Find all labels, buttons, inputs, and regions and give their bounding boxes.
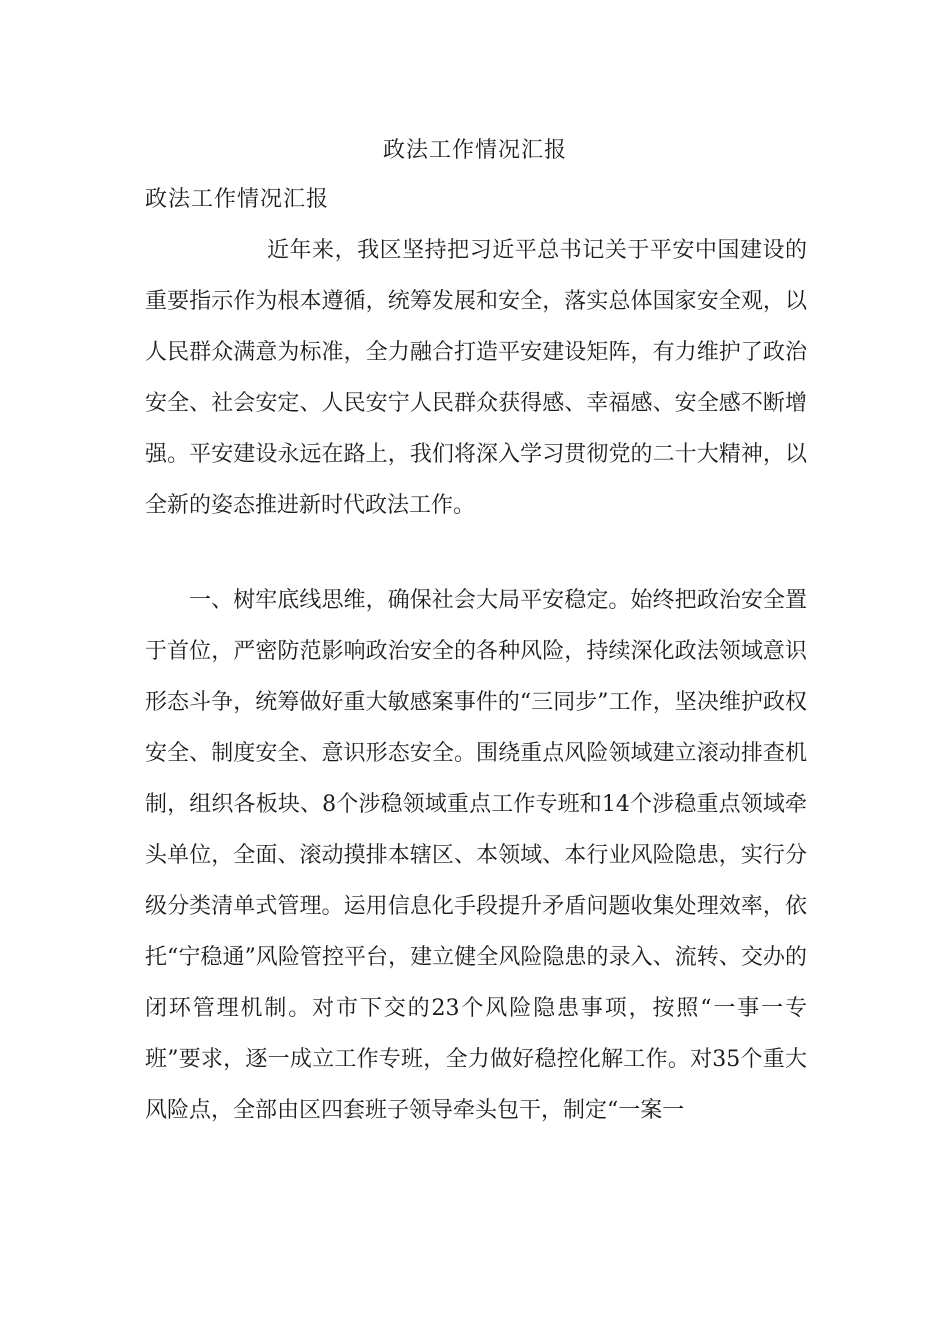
document-subtitle: 政法工作情况汇报 xyxy=(145,187,330,212)
document-title: 政法工作情况汇报 xyxy=(382,138,567,163)
paragraph-intro: 近年来，我区坚持把习近平总书记关于平安中国建设的重要指示作为根本遵循，统筹发展和安全，落实总体国家安全观，以人民群众满意为标准，全力融合打造平安建设矩阵，有力维护了政治安全、社会安定、人民安宁人民群众获得感、幸福感、安全感不断增强。平安建设永远在路上，我们将深入学习贯彻党的二十大精神，以全新的姿态推进新时代政法工作。 xyxy=(145,238,807,518)
paragraph-section-one: 一、树牢底线思维，确保社会大局平安稳定。始终把政治安全置于首位，严密防范影响政治安全的各种风险，持续深化政法领域意识形态斗争，统筹做好重大敏感案事件的“三同步”工作，坚决维护政权安全、制度安全、意识形态安全。围绕重点风险领域建立滚动排查机制，组织各板块、8个涉稳领域重点工作专班和14个涉稳重点领域牵头单位，全面、滚动摸排本辖区、本领域、本行业风险隐患，实行分级分类清单式管理。运用信息化手段提升矛盾问题收集处理效率，依托“宁稳通”风险管控平台，建立健全风险隐患的录入、流转、交办的闭环管理机制。对市下交的23个风险隐患事项，按照“一事一专班”要求，逐一成立工作专班，全力做好稳控化解工作。对35个重大风险点，全部由区四套班子领导牵头包干，制定“一案一 xyxy=(145,588,807,1123)
